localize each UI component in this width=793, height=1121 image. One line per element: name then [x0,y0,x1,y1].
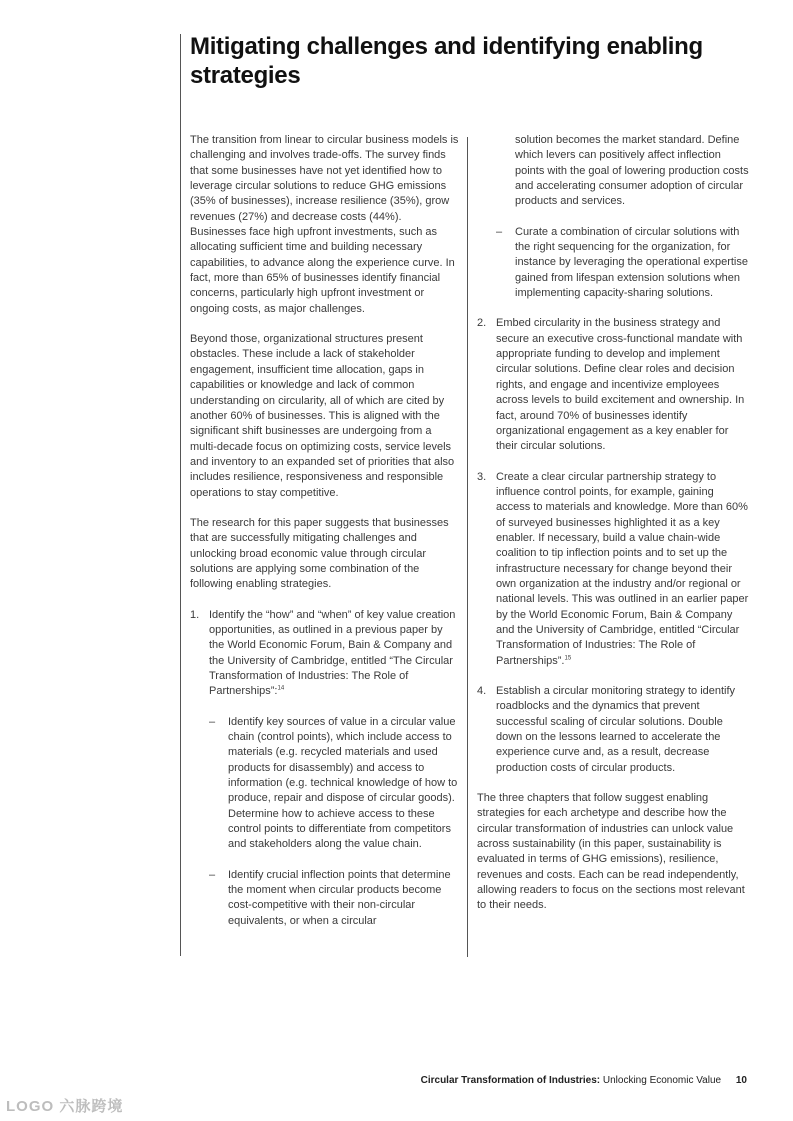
sub-list-item [209,868,460,929]
list-item [477,316,749,454]
list-number: 4. [477,685,487,697]
list-item [190,608,460,930]
strategy-list [190,608,460,930]
paragraph: The transition from linear to circular business models is challenging and involves trade-offs. The survey finds that some businesses have not yet identified how to leverage circular solutions to reduce GHG emissions (35% of businesses), increase resilience (35%), grow revenues (27%) and decrease costs (44%). Businesses face high upfront investments, such as allocating sufficient time and building necessary capabilities, to advance along the experience curve. In fact, more than 65% of businesses identify financial concerns, particularly high upfront investment or ongoing costs, as major challenges. [190,134,459,315]
list-item-text: Embed circularity in the business strategy and secure an executive cross-functional mandate with appropriate funding to develop and implement circular solutions. Define clear roles and decision rights, and engage and incentivize employees across levels to build excitement and ownership. In fact, around 70% of businesses identify organizational engagement as a key enabler for their circular solutions. [496,317,745,453]
left-column [190,133,460,944]
list-item-text: Establish a circular monitoring strategy to identify roadblocks and the dynamics that prevent successful scaling of circular solutions. Double down on the lessons learned to accelerate the experience curve and, as a result, decrease production costs of circular products. [496,685,736,774]
list-number: 2. [477,317,487,330]
dash-marker: – [209,868,216,881]
page-footer [421,1075,747,1086]
sub-list-item [496,225,749,302]
sub-list-item-text: Curate a combination of circular solutions with the right sequencing for the organization, for instance by leveraging the operational expertise gained from lifespan extension solutions when implementing capacity-sharing solutions. [515,225,748,300]
dash-marker: – [496,225,503,238]
right-column [477,133,749,929]
footnote-ref: 15 [564,655,572,661]
closing-paragraph: The three chapters that follow suggest enabling strategies for each archetype and describe how the circular transformation of industries can unlock value across sustainability (in this paper, sustainability is evaluated in terms of GHG emissions), resilience, revenues and costs. Each can be read independently, allowing readers to focus on the sections most relevant to their needs. [477,792,745,912]
footer-report-title: Circular Transformation of Industries: [420,1075,601,1086]
list-number: 1. [190,608,200,621]
list-item [477,684,749,776]
dash-marker: – [209,715,216,728]
list-item-text: Identify the “how” and “when” of key value creation opportunities, as outlined in a previous paper by the World Economic Forum, Bain & Company and the University of Cambridge, entitled “The Circular Transformation of Industries: The Role of Partnerships”: [209,608,456,698]
footnote-ref: 14 [277,685,285,692]
sub-list-item-text: Identify key sources of value in a circular value chain (control points), which include access to materials (e.g. recycled materials and used products for disassembly) and access to information (e.g. technical knowledge of how to produce, repair and dispose of circular goods). Determine how to achieve access to these control points to differentiate from competitors and stakeholders along the value chain. [228,715,458,851]
sub-list-item-text: Identify crucial inflection points that determine the moment when circular products become cost-competitive with their non-circular equivalents, or when a circular [228,868,451,927]
title-rule [180,34,181,956]
list-item-text: Create a clear circular partnership strategy to influence control points, for example, gaining access to materials and knowledge. More than 60% of surveyed businesses highlighted it as a key enabler. If necessary, build a value chain-wide coalition to tip inflection points and to set up the infrastructure necessary for change beyond their own organization at the industry and/or regional or national levels. This was outlined in an earlier paper by the World Economic Forum, Bain & Company and the University of Cambridge, entitled “Circular Transformation of Industries: The Role of Partnerships”. [496,470,749,667]
sub-list [209,715,460,929]
sub-list-continuation: solution becomes the market standard. Define which levers can positively affect inflection points with the goal of lowering production costs and accelerating consumer adoption of circular products and services. [515,134,749,208]
sub-list [477,225,749,302]
page-title: Mitigating challenges and identifying enabling strategies [190,33,703,89]
list-item [477,470,749,669]
column-rule [467,137,468,957]
list-number: 3. [477,470,487,483]
paragraph: The research for this paper suggests that businesses that are successfully mitigating challenges and unlocking broad economic value through circular solutions are applying some combination of the following enabling strategies. [190,516,449,591]
strategy-list [477,316,749,776]
watermark-logo: LOGO 六脉跨境 [6,1098,124,1115]
page-number: 10 [735,1075,747,1086]
paragraph: Beyond those, organizational structures present obstacles. These include a lack of stakeholder engagement, insufficient time allocation, gaps in capabilities or knowledge and lack of common understanding on circularity, all of which are cited by another 60% of businesses. This is aligned with the significant shift businesses are undergoing from a multi-decade focus on optimizing costs, service levels and inventory to an expanded set of priorities that also includes resilience, responsiveness and responsible operations to stay competitive. [190,333,455,499]
sub-list-item [209,715,460,853]
footer-subtitle: Unlocking Economic Value [602,1075,722,1086]
